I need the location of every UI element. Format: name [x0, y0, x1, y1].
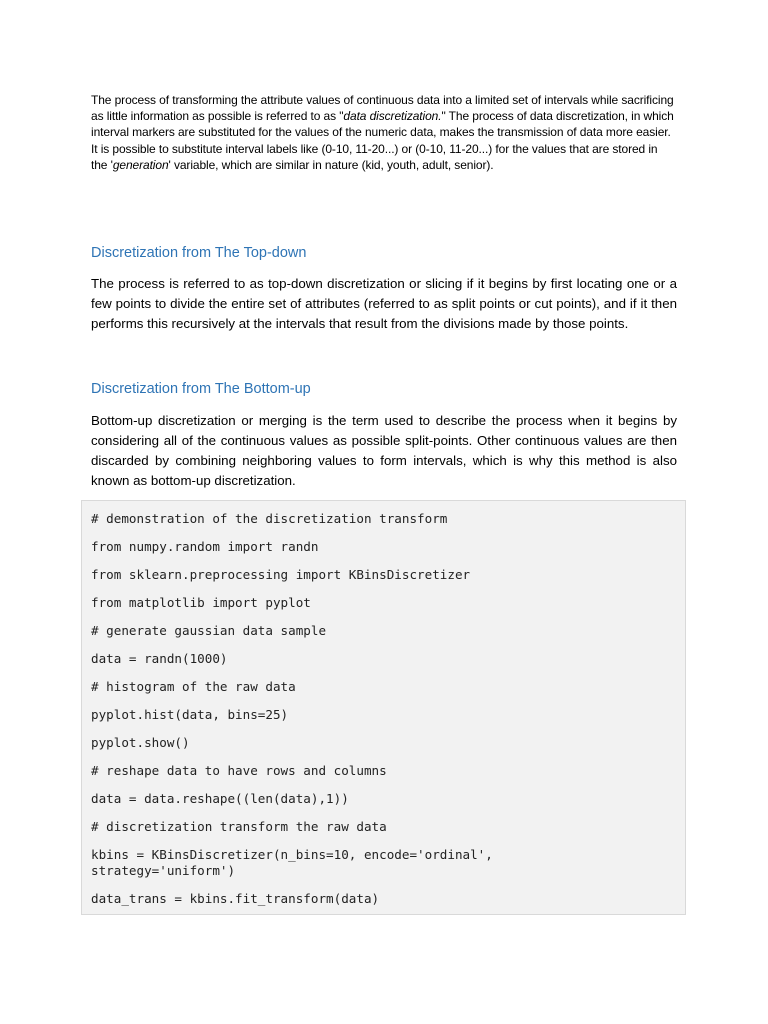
- code-line: pyplot.hist(data, bins=25): [91, 707, 289, 722]
- code-line: from sklearn.preprocessing import KBinsDiscretizer: [91, 567, 471, 582]
- code-line: from matplotlib import pyplot: [91, 595, 311, 610]
- top-down-paragraph: The process is referred to as top-down discretization or slicing if it begins by first locating one or a few points to divide the entire set of attributes (referred to as split points or cut points), and if it then performs this recursively at the intervals that result from the divisions made by those points.: [91, 276, 677, 332]
- code-line: # histogram of the raw data: [91, 679, 296, 694]
- intro-text-3: ' variable, which are similar in nature (kid, youth, adult, senior).: [168, 157, 494, 172]
- intro-variable: generation: [112, 157, 169, 172]
- bottom-up-paragraph: Bottom-up discretization or merging is the term used to describe the process when it begins by considering all of the continuous values as possible split-points. Other continuous values are then discarded by combining neighboring values to form intervals, which is why this method is also known as bottom-up discretization.: [91, 413, 677, 489]
- code-line: from numpy.random import randn: [91, 539, 319, 554]
- intro-text-1: The process of transforming the attribute values of continuous data into a limited set of intervals while sacrificing as little information as possible is referred to as ": [91, 93, 674, 124]
- code-block: [81, 500, 686, 915]
- code-line: data = randn(1000): [91, 651, 228, 666]
- code-line: # reshape data to have rows and columns: [91, 763, 387, 778]
- top-down-heading: Discretization from The Top-down: [91, 245, 307, 261]
- intro-term: data discretization.: [343, 109, 442, 124]
- intro-paragraph: [91, 92, 677, 173]
- code-line: pyplot.show(): [91, 735, 190, 750]
- code-line: # generate gaussian data sample: [91, 623, 327, 638]
- code-line: kbins = KBinsDiscretizer(n_bins=10, encode='ordinal', strategy='uniform'): [91, 847, 493, 878]
- code-line: # demonstration of the discretization transform: [91, 511, 448, 526]
- code-line: data_trans = kbins.fit_transform(data): [91, 891, 380, 906]
- bottom-up-heading: Discretization from The Bottom-up: [91, 381, 311, 397]
- code-line: data = data.reshape((len(data),1)): [91, 791, 349, 806]
- intro-text-2: " The process of data discretization, in which interval markers are substituted for the values of the numeric data, makes the transmission of data more easier. It is possible to substitute interval labels like (0-10, 11-20...) or (0-10, 11-20...) for the values that are stored in the ': [91, 109, 674, 172]
- code-line: # discretization transform the raw data: [91, 819, 387, 834]
